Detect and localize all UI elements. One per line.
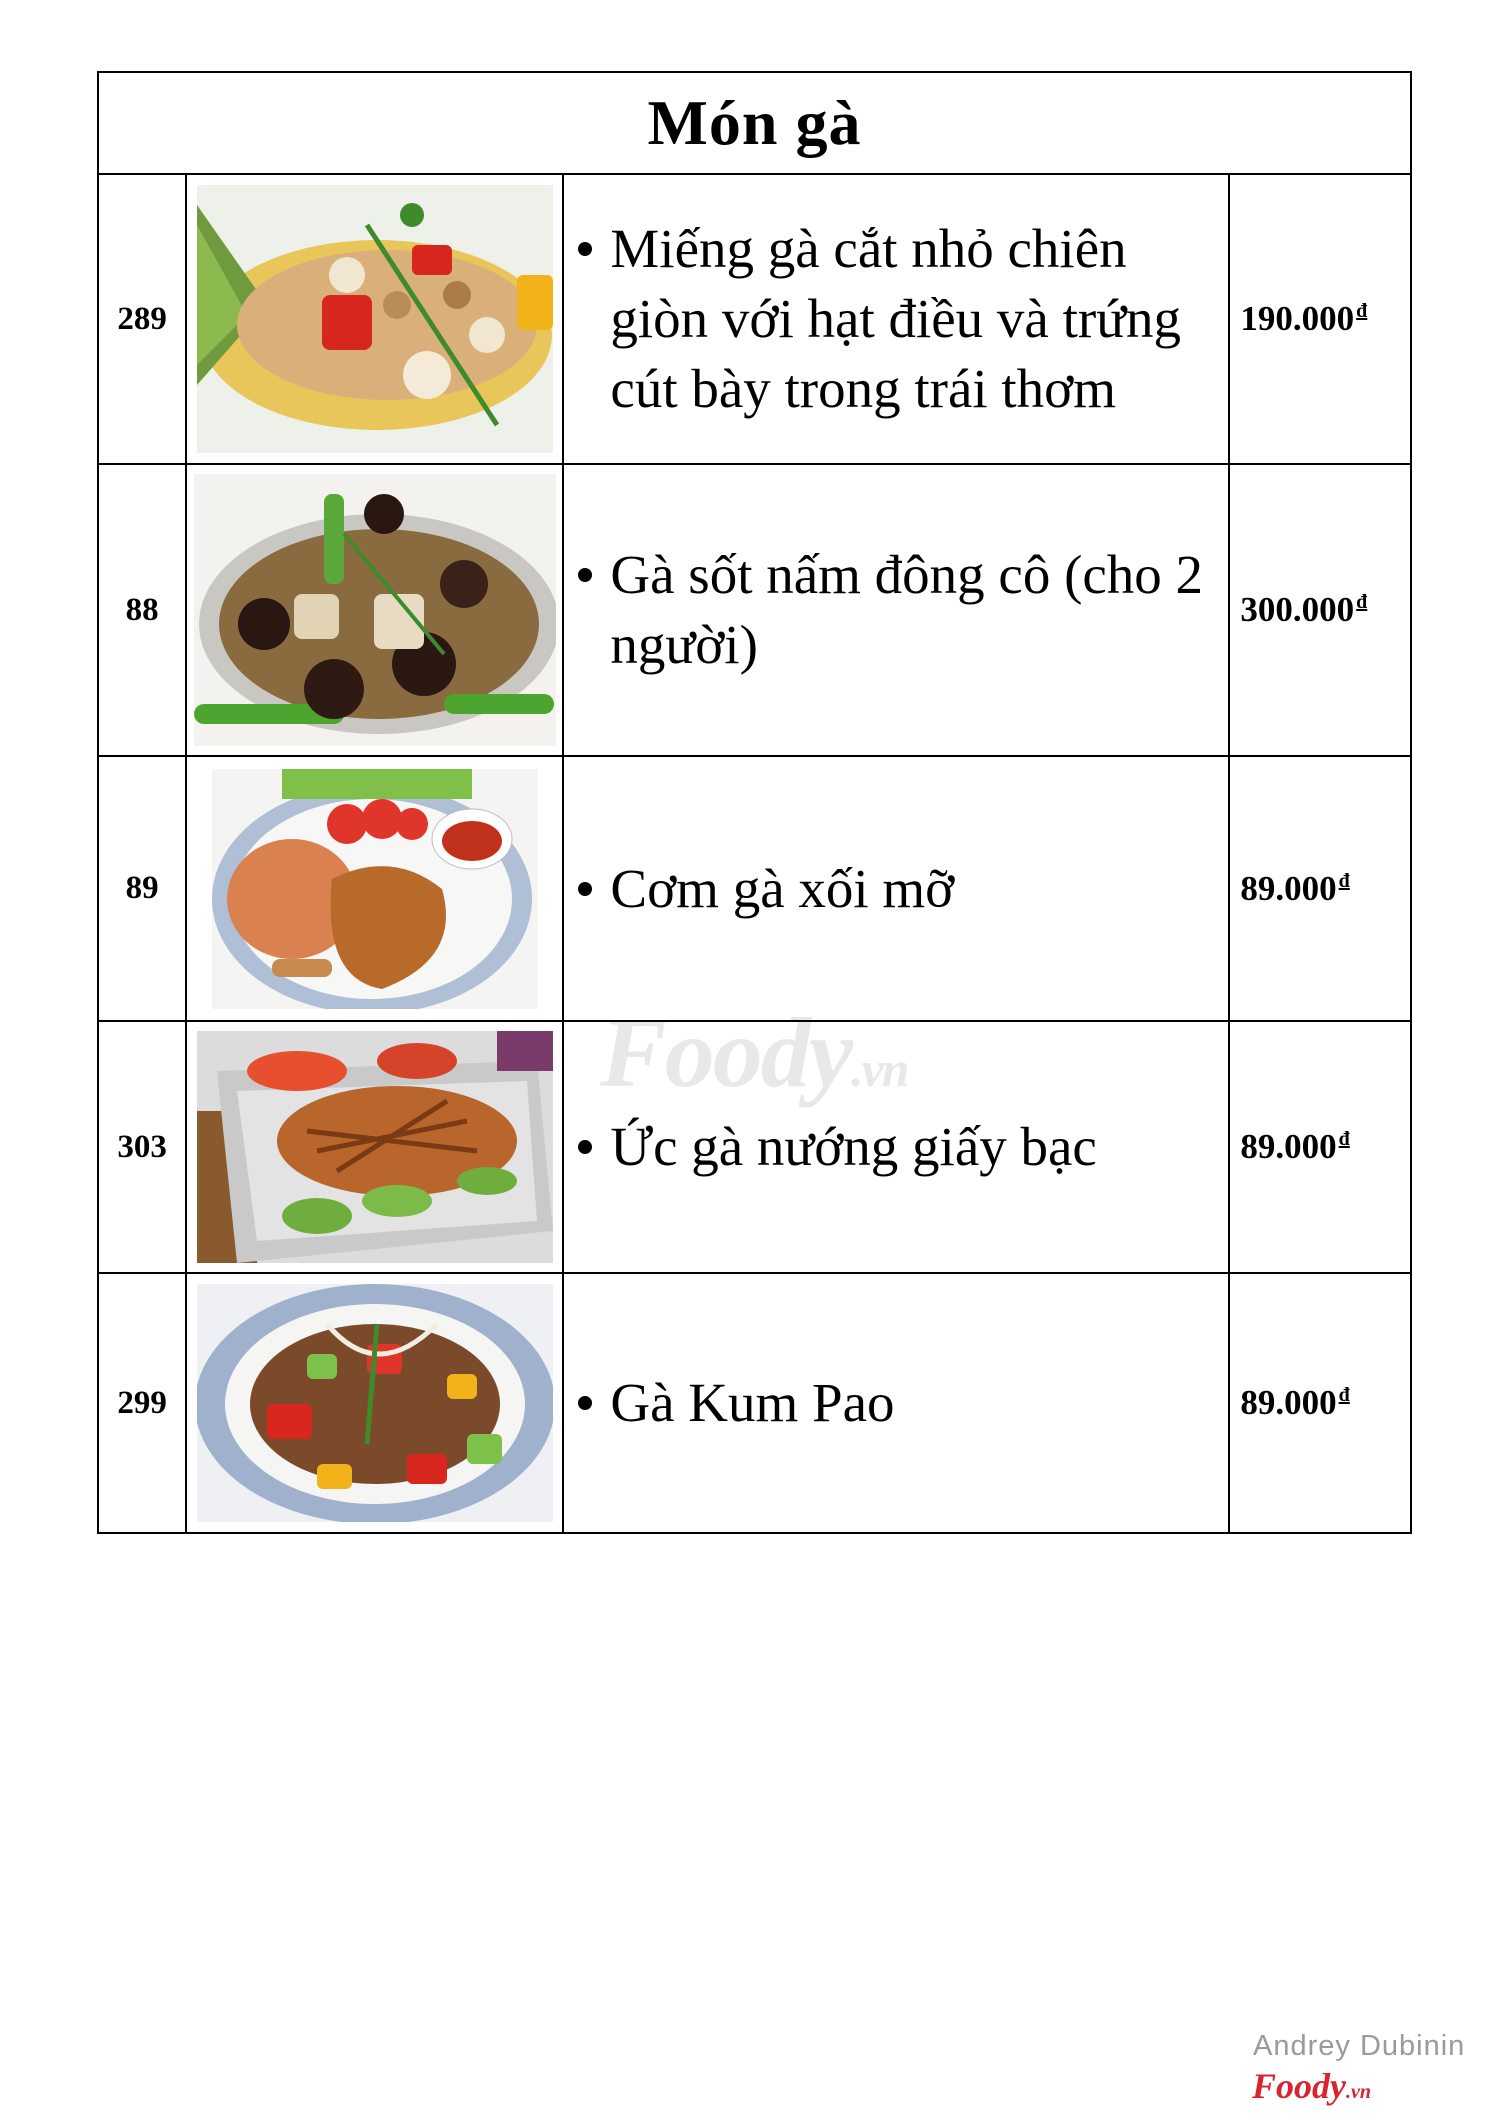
menu-table [97, 71, 1412, 1534]
bullet-icon [578, 242, 592, 256]
menu-row [98, 1021, 1411, 1273]
photo-credit-author: Andrey Dubinin [1253, 2030, 1466, 2062]
item-name: Ức gà nướng giấy bạc [610, 1116, 1097, 1177]
currency-symbol: đ [1338, 1128, 1350, 1151]
bullet-icon [578, 1140, 592, 1154]
item-price-cell [1229, 464, 1411, 756]
item-name: Gà Kum Pao [610, 1372, 895, 1433]
item-code: 299 [98, 1273, 186, 1533]
item-description-cell [563, 1273, 1229, 1533]
menu-title-cell [98, 72, 1411, 174]
item-price: 190.000 [1240, 299, 1355, 338]
menu-row [98, 1273, 1411, 1533]
item-name: Cơm gà xối mỡ [610, 857, 955, 919]
item-price-cell [1229, 174, 1411, 464]
currency-symbol: đ [1356, 591, 1368, 614]
item-price: 89.000 [1240, 1127, 1337, 1166]
item-code: 303 [98, 1021, 186, 1273]
currency-symbol: đ [1356, 300, 1368, 323]
menu-title: Món gà [647, 87, 862, 158]
item-photo-cell [186, 1273, 563, 1533]
item-photo-cell [186, 756, 563, 1021]
item-price-cell [1229, 1273, 1411, 1533]
item-description-cell [563, 464, 1229, 756]
item-photo-cell [186, 174, 563, 464]
item-code: 88 [98, 464, 186, 756]
item-code: 289 [98, 174, 186, 464]
item-photo-cell [186, 464, 563, 756]
item-description-cell [563, 174, 1229, 464]
fried-chicken-rice-photo [212, 769, 538, 1009]
bullet-icon [578, 882, 592, 896]
menu-row [98, 464, 1411, 756]
item-description-cell [563, 1021, 1229, 1273]
currency-symbol: đ [1338, 869, 1350, 892]
item-code: 89 [98, 756, 186, 1021]
item-price: 89.000 [1240, 868, 1337, 908]
item-price-cell [1229, 1021, 1411, 1273]
item-name: Miếng gà cắt nhỏ chiên giòn với hạt điều và trứng cút bày trong trái thơm [610, 218, 1182, 419]
item-photo-cell [186, 1021, 563, 1273]
pineapple-chicken-photo [197, 185, 553, 453]
foody-watermark: Foody.vn [600, 997, 908, 1108]
menu-row [98, 756, 1411, 1021]
bullet-icon [578, 1396, 592, 1410]
item-price: 89.000 [1240, 1383, 1337, 1422]
foody-logo: Foody.vn [1252, 2066, 1371, 2106]
mushroom-chicken-photo [194, 474, 556, 746]
menu-row [98, 174, 1411, 464]
item-description-cell [563, 756, 1229, 1021]
bullet-icon [578, 568, 592, 582]
item-price-cell [1229, 756, 1411, 1021]
currency-symbol: đ [1338, 1384, 1350, 1407]
item-price: 300.000 [1240, 590, 1355, 629]
foil-grilled-chicken-photo [197, 1031, 553, 1263]
item-name: Gà sốt nấm đông cô (cho 2 người) [610, 544, 1204, 675]
kung-pao-chicken-photo [197, 1284, 553, 1522]
